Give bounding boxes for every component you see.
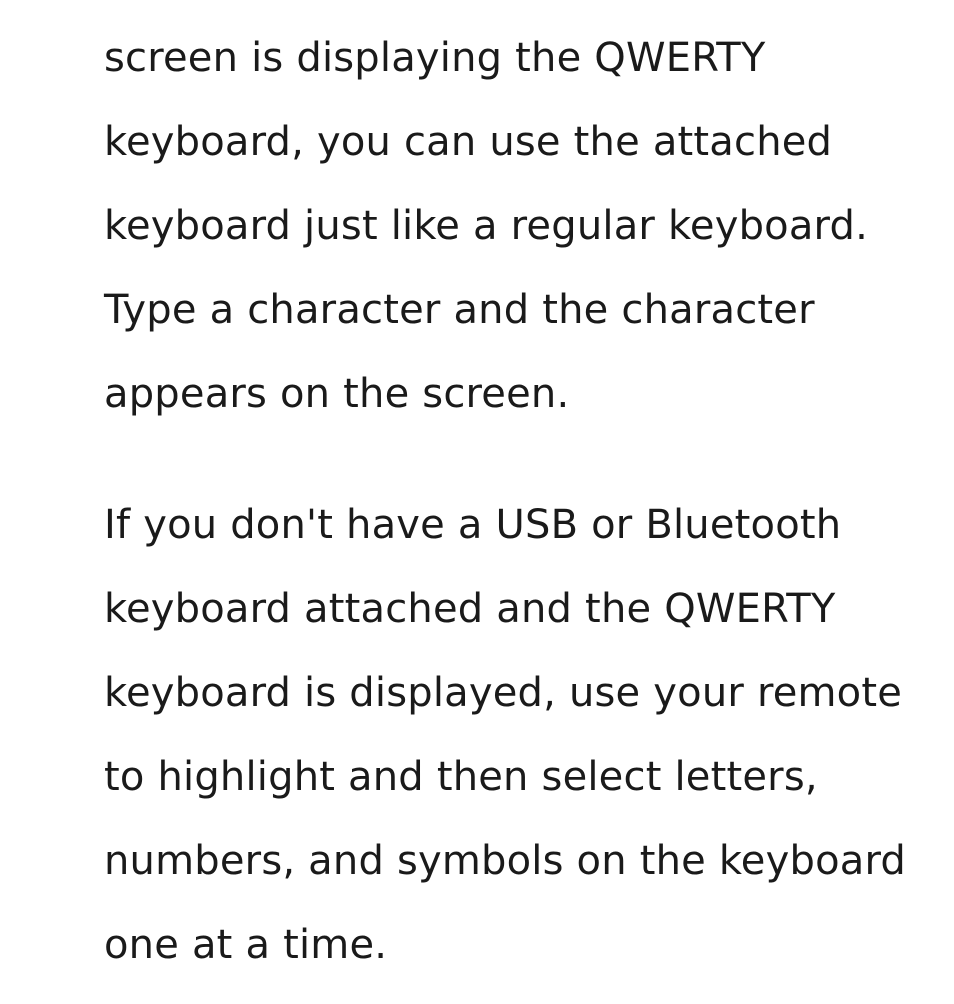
text-line: screen is displaying the QWERTY bbox=[104, 35, 766, 81]
text-line: appears on the screen. bbox=[104, 371, 570, 417]
text-line: numbers, and symbols on the keyboard bbox=[104, 838, 906, 884]
text-line: to highlight and then select letters, bbox=[104, 754, 818, 800]
text-line: Type a character and the character bbox=[104, 287, 815, 333]
text-line: keyboard just like a regular keyboard. bbox=[104, 203, 869, 249]
text-line: keyboard is displayed, use your remote bbox=[104, 670, 903, 716]
text-line: keyboard, you can use the attached bbox=[104, 119, 833, 165]
text-line: one at a time. bbox=[104, 922, 388, 968]
paragraph-remote-keyboard bbox=[104, 500, 906, 1004]
text-line: keyboard attached and the QWERTY bbox=[104, 586, 836, 632]
paragraph-attached-keyboard bbox=[104, 33, 868, 453]
text-line: If you don't have a USB or Bluetooth bbox=[104, 502, 842, 548]
